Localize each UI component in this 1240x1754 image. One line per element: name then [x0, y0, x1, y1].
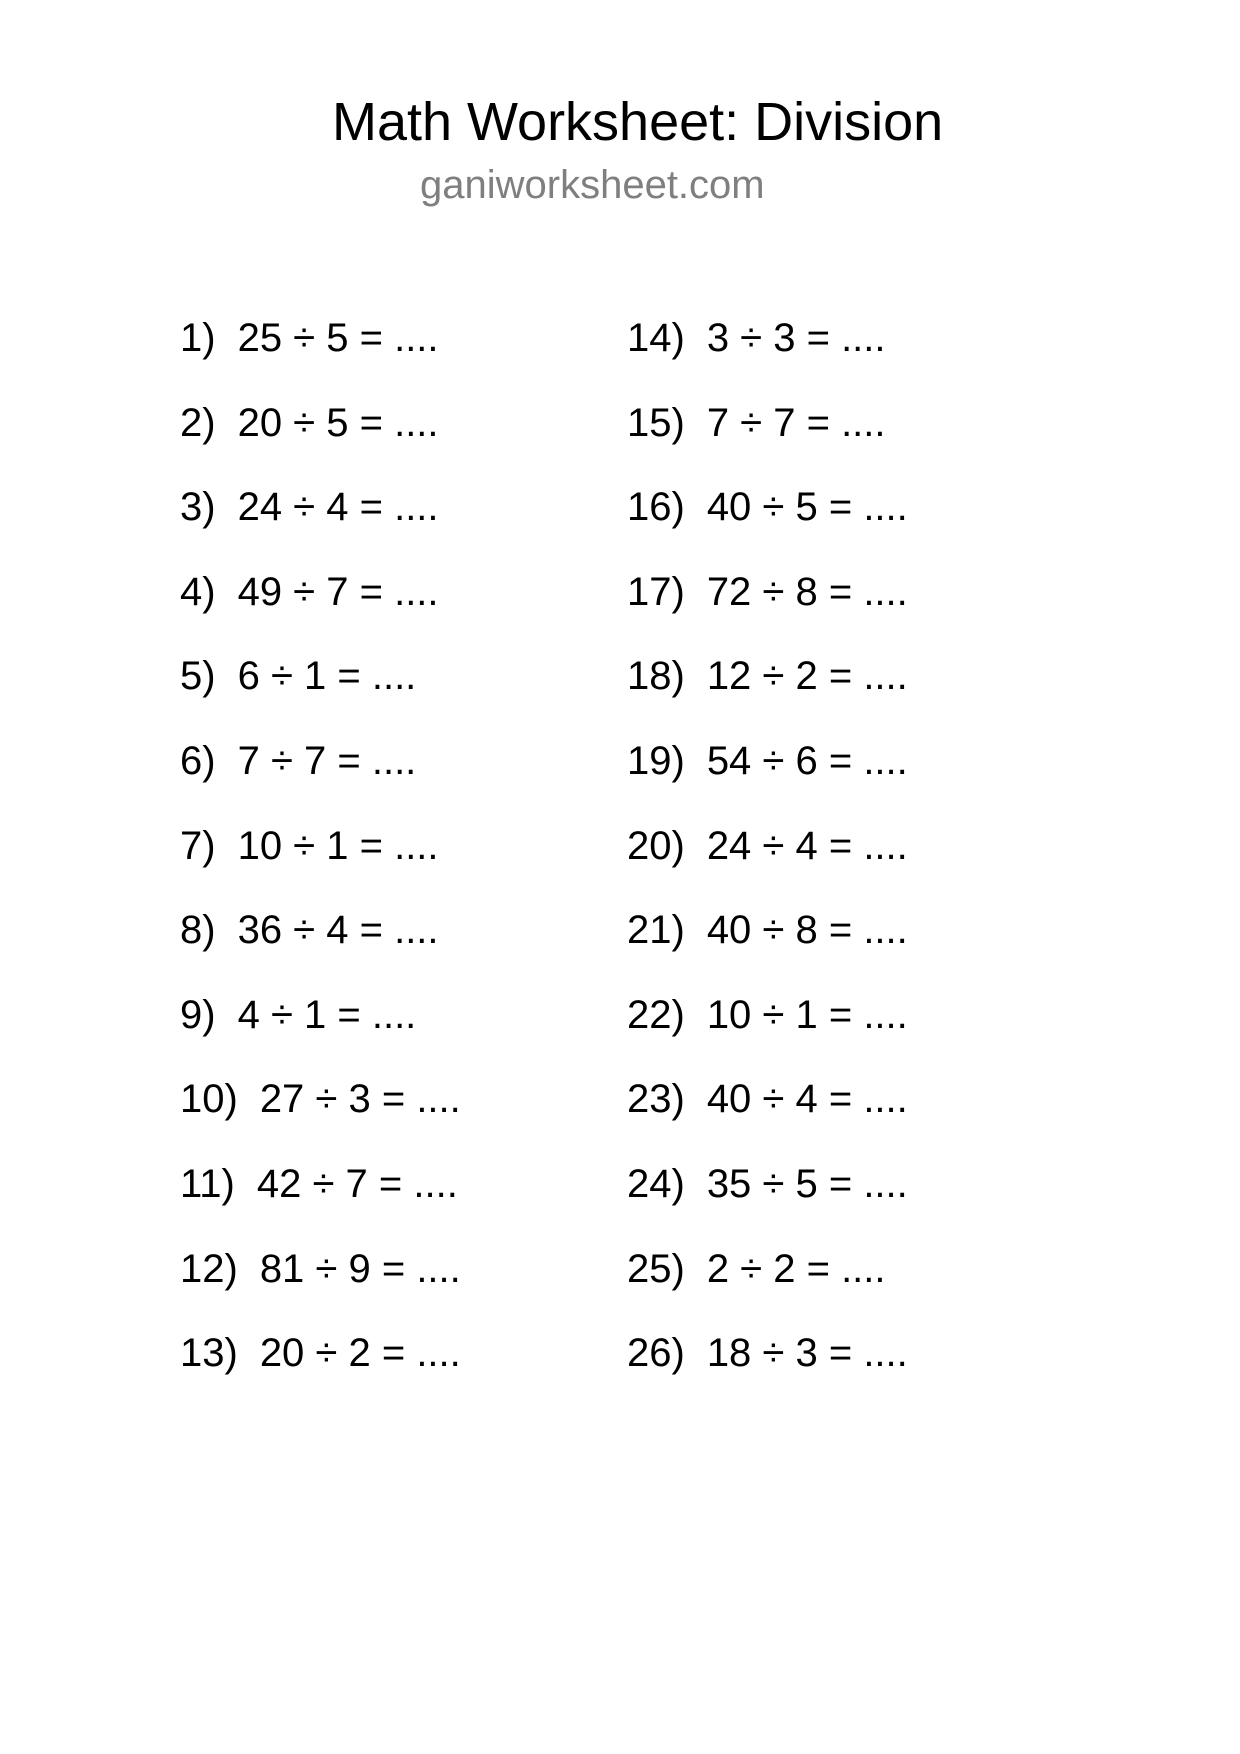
problem-expression: 18 ÷ 3 = ....: [706, 1331, 908, 1376]
problem-expression: 36 ÷ 4 = ....: [237, 908, 439, 953]
problem-item: [180, 1071, 461, 1156]
problem-number: 6): [180, 738, 216, 783]
problem-number: 5): [180, 654, 216, 699]
problem-item: [180, 395, 461, 480]
problem-item: [627, 648, 908, 733]
problem-number: 16): [627, 485, 685, 530]
problem-expression: 10 ÷ 1 = ....: [237, 823, 439, 868]
problem-expression: 49 ÷ 7 = ....: [237, 569, 439, 614]
problem-expression: 40 ÷ 5 = ....: [706, 485, 908, 530]
problem-number: 21): [627, 908, 685, 953]
problem-expression: 4 ÷ 1 = ....: [237, 992, 417, 1037]
problem-number: 18): [627, 654, 685, 699]
problem-expression: 72 ÷ 8 = ....: [706, 569, 908, 614]
problem-expression: 12 ÷ 2 = ....: [706, 654, 908, 699]
problem-number: 2): [180, 400, 216, 445]
problem-expression: 25 ÷ 5 = ....: [237, 316, 439, 360]
problem-number: 4): [180, 569, 216, 614]
problem-item: [180, 1241, 461, 1326]
problem-item: [180, 648, 461, 733]
problem-expression: 7 ÷ 7 = ....: [706, 400, 886, 445]
problem-expression: 81 ÷ 9 = ....: [259, 1246, 461, 1291]
problem-expression: 2 ÷ 2 = ....: [706, 1246, 886, 1291]
problem-number: 11): [180, 1161, 235, 1206]
problem-number: 8): [180, 908, 216, 953]
problem-item: [180, 818, 461, 903]
problem-item: [180, 987, 461, 1072]
problem-number: 12): [180, 1246, 238, 1291]
problem-item: [627, 395, 908, 480]
problem-number: 1): [180, 316, 216, 360]
problem-expression: 10 ÷ 1 = ....: [706, 992, 908, 1037]
problem-item: [180, 310, 461, 395]
site-name: ganiworksheet.com: [420, 163, 765, 207]
problem-number: 13): [180, 1331, 238, 1376]
worksheet-title: Math Worksheet: Division: [332, 92, 944, 152]
problem-expression: 35 ÷ 5 = ....: [706, 1161, 908, 1206]
problem-expression: 40 ÷ 8 = ....: [706, 908, 908, 953]
problem-number: 26): [627, 1331, 685, 1376]
problem-expression: 24 ÷ 4 = ....: [706, 823, 908, 868]
problem-number: 20): [627, 823, 685, 868]
problem-expression: 40 ÷ 4 = ....: [706, 1077, 908, 1122]
problem-item: [627, 564, 908, 649]
problem-number: 7): [180, 823, 216, 868]
problem-item: [180, 1325, 461, 1410]
problem-number: 25): [627, 1246, 685, 1291]
problem-number: 15): [627, 400, 685, 445]
problem-item: [627, 310, 908, 395]
problem-number: 3): [180, 485, 216, 530]
problem-expression: 7 ÷ 7 = ....: [237, 738, 417, 783]
problem-item: [180, 564, 461, 649]
problems-column-left: [180, 310, 461, 1410]
problem-expression: 54 ÷ 6 = ....: [706, 738, 908, 783]
problem-expression: 20 ÷ 2 = ....: [259, 1331, 461, 1376]
problem-item: [180, 479, 461, 564]
problem-item: [180, 733, 461, 818]
problem-item: [627, 1241, 908, 1326]
problem-expression: 24 ÷ 4 = ....: [237, 485, 439, 530]
problem-item: [627, 987, 908, 1072]
problem-item: [627, 733, 908, 818]
problem-expression: 27 ÷ 3 = ....: [259, 1077, 461, 1122]
problem-number: 24): [627, 1161, 685, 1206]
problem-item: [627, 1156, 908, 1241]
problem-expression: 6 ÷ 1 = ....: [237, 654, 417, 699]
problem-item: [627, 818, 908, 903]
problem-number: 10): [180, 1077, 238, 1122]
problem-number: 19): [627, 738, 685, 783]
problem-expression: 20 ÷ 5 = ....: [237, 400, 439, 445]
problem-number: 22): [627, 992, 685, 1037]
problem-item: [627, 1071, 908, 1156]
problem-number: 14): [627, 316, 685, 360]
problem-expression: 3 ÷ 3 = ....: [706, 316, 886, 360]
problem-item: [627, 902, 908, 987]
problem-number: 23): [627, 1077, 685, 1122]
problems-column-right: [627, 310, 908, 1410]
problem-expression: 42 ÷ 7 = ....: [256, 1161, 458, 1206]
problem-item: [627, 479, 908, 564]
problem-item: [180, 902, 461, 987]
problem-number: 17): [627, 569, 685, 614]
problem-item: [180, 1156, 461, 1241]
problem-number: 9): [180, 992, 216, 1037]
problem-item: [627, 1325, 908, 1410]
